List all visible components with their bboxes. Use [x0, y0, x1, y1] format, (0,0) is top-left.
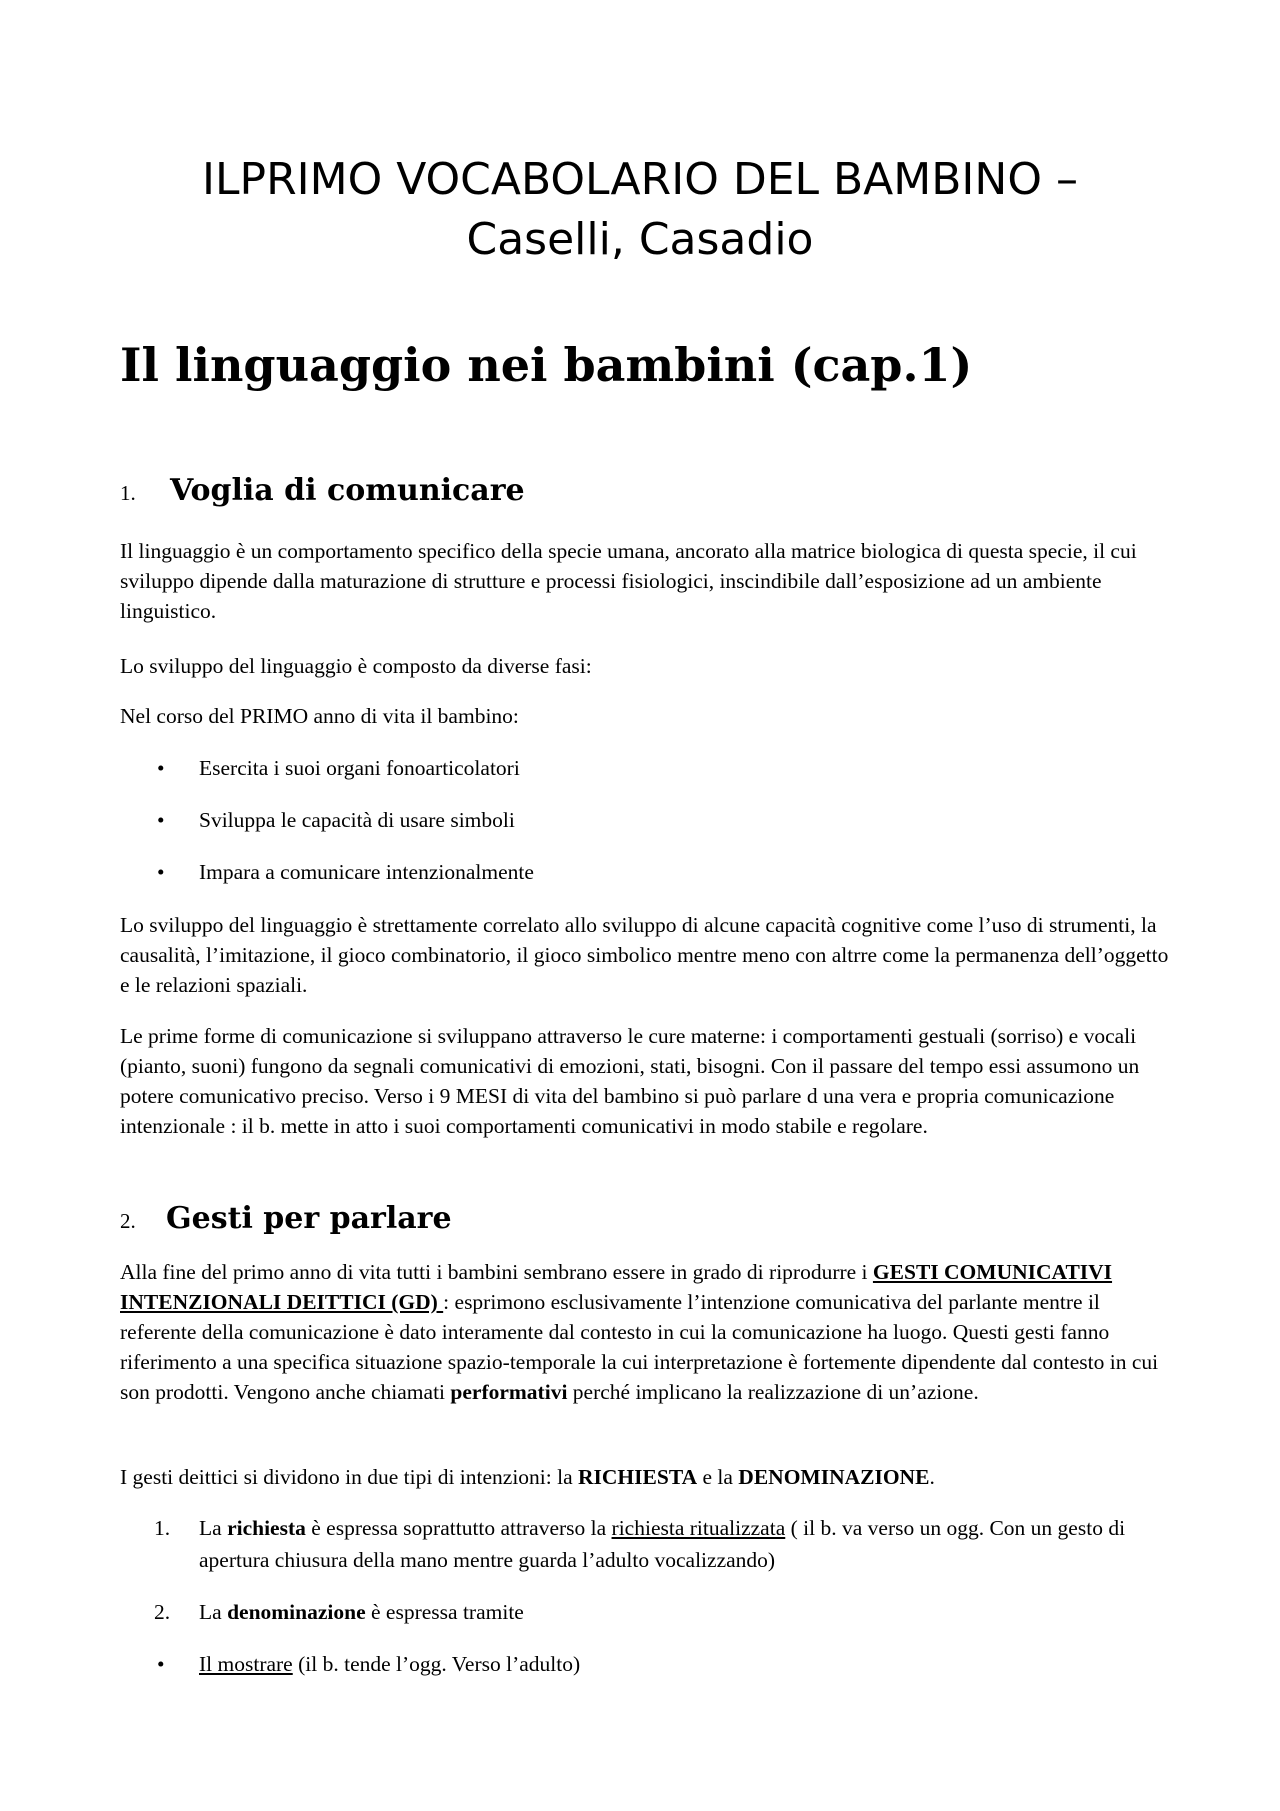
item-number: 1.: [154, 1516, 171, 1540]
bullet-marker: •: [157, 1652, 165, 1676]
section-1-paragraph-1: Il linguaggio è un comportamento specifico della specie umana, ancorato alla matrice biologica di questa specie, il cui sviluppo dipende dalla maturazione di strutture e processi fisiologici, inscindibile dall’esposizione ad un ambiente linguistico.: [120, 539, 1137, 623]
text-run: I gesti deittici si dividono in due tipi di intenzioni: la: [120, 1465, 579, 1489]
bullet-marker: •: [157, 808, 165, 832]
chapter-heading: Il linguaggio nei bambini (cap.1): [120, 338, 973, 392]
text-run: ( il b. va verso un ogg. Con un gesto di apertura chiusura della mano mentre guarda l’adulto vocalizzando): [199, 1516, 1126, 1572]
text-run: Alla fine del primo anno di vita tutti i bambini sembrano essere in grado di riprodurre i: [120, 1260, 873, 1284]
section-2-paragraph-2: [120, 1462, 1170, 1492]
text-run: è espressa tramite: [365, 1600, 524, 1624]
item-text: [199, 1596, 1169, 1628]
bullet-text: Impara a comunicare intenzionalmente: [199, 860, 534, 884]
bullet-text: Esercita i suoi organi fonoarticolatori: [199, 756, 520, 780]
section-2-number: 2.: [120, 1209, 136, 1233]
text-run: perché implicano la realizzazione di un’azione.: [567, 1380, 979, 1404]
text-run: La: [199, 1600, 228, 1624]
text-run: La: [199, 1516, 228, 1540]
section-1-title: Voglia di comunicare: [170, 473, 525, 508]
bullet-marker: •: [157, 756, 165, 780]
section-1-number: 1.: [120, 481, 136, 505]
text-run: e la: [697, 1465, 739, 1489]
section-2-title: Gesti per parlare: [166, 1201, 452, 1236]
denominazione-bold: denominazione: [227, 1600, 366, 1624]
richiesta-ritualizzata-term: richiesta ritualizzata: [611, 1516, 786, 1540]
title-line-1: ILPRIMO VOCABOLARIO DEL BAMBINO –: [202, 154, 1078, 205]
text-run: (il b. tende l’ogg. Verso l’adulto): [292, 1652, 581, 1676]
bullet-text: Sviluppa le capacità di usare simboli: [199, 808, 515, 832]
section-1-paragraph-4: Lo sviluppo del linguaggio è strettamente correlato allo sviluppo di alcune capacità cognitive come l’uso di strumenti, la causalità, l’imitazione, il gioco combinatorio, il gioco simbolico mentre meno con altrre come la permanenza dell’oggetto e le relazioni spaziali.: [120, 913, 1169, 997]
title-line-2: Caselli, Casadio: [466, 214, 814, 265]
section-1-paragraph-3: Nel corso del PRIMO anno di vita il bambino:: [120, 704, 519, 728]
item-text: [199, 1648, 1169, 1680]
section-1-paragraph-2: Lo sviluppo del linguaggio è composto da diverse fasi:: [120, 654, 592, 678]
section-2-paragraph-1: [120, 1257, 1170, 1407]
richiesta-term: RICHIESTA: [578, 1465, 698, 1489]
text-run: : esprimono esclusivamente l’intenzione comunicativa del parlante mentre il referente della comunicazione è dato interamente dal contesto in cui la comunicazione ha luogo. Questi gesti fanno riferimento a una specifica situazione spazio-temporale la cui interpretazione è fortemente dipendente dal contesto in cui son prodotti. Vengono anche chiamati: [120, 1290, 1159, 1404]
item-number: 2.: [154, 1600, 171, 1624]
section-2-heading: [120, 1200, 452, 1240]
section-1-heading: [120, 472, 525, 512]
denominazione-term: DENOMINAZIONE: [738, 1465, 930, 1489]
il-mostrare-term: Il mostrare: [199, 1652, 293, 1676]
gesti-deittici-term: GESTI COMUNICATIVI INTENZIONALI DEITTICI (GD): [120, 1260, 1113, 1314]
item-text: [199, 1512, 1169, 1576]
text-run: è espressa soprattutto attraverso la: [305, 1516, 612, 1540]
text-run: .: [929, 1465, 935, 1489]
richiesta-bold: richiesta: [227, 1516, 306, 1540]
section-1-paragraph-5: Le prime forme di comunicazione si sviluppano attraverso le cure materne: i comportamenti gestuali (sorriso) e vocali (pianto, suoni) fungono da segnali comunicativi di emozioni, stati, bisogni. Con il passare del tempo essi assumono un potere comunicativo preciso. Verso i 9 MESI di vita del bambino si può parlare d una vera e propria comunicazione intenzionale : il b. mette in atto i suoi comportamenti comunicativi in modo stabile e regolare.: [120, 1024, 1140, 1138]
bullet-marker: •: [157, 860, 165, 884]
performativi-term: performativi: [450, 1380, 568, 1404]
